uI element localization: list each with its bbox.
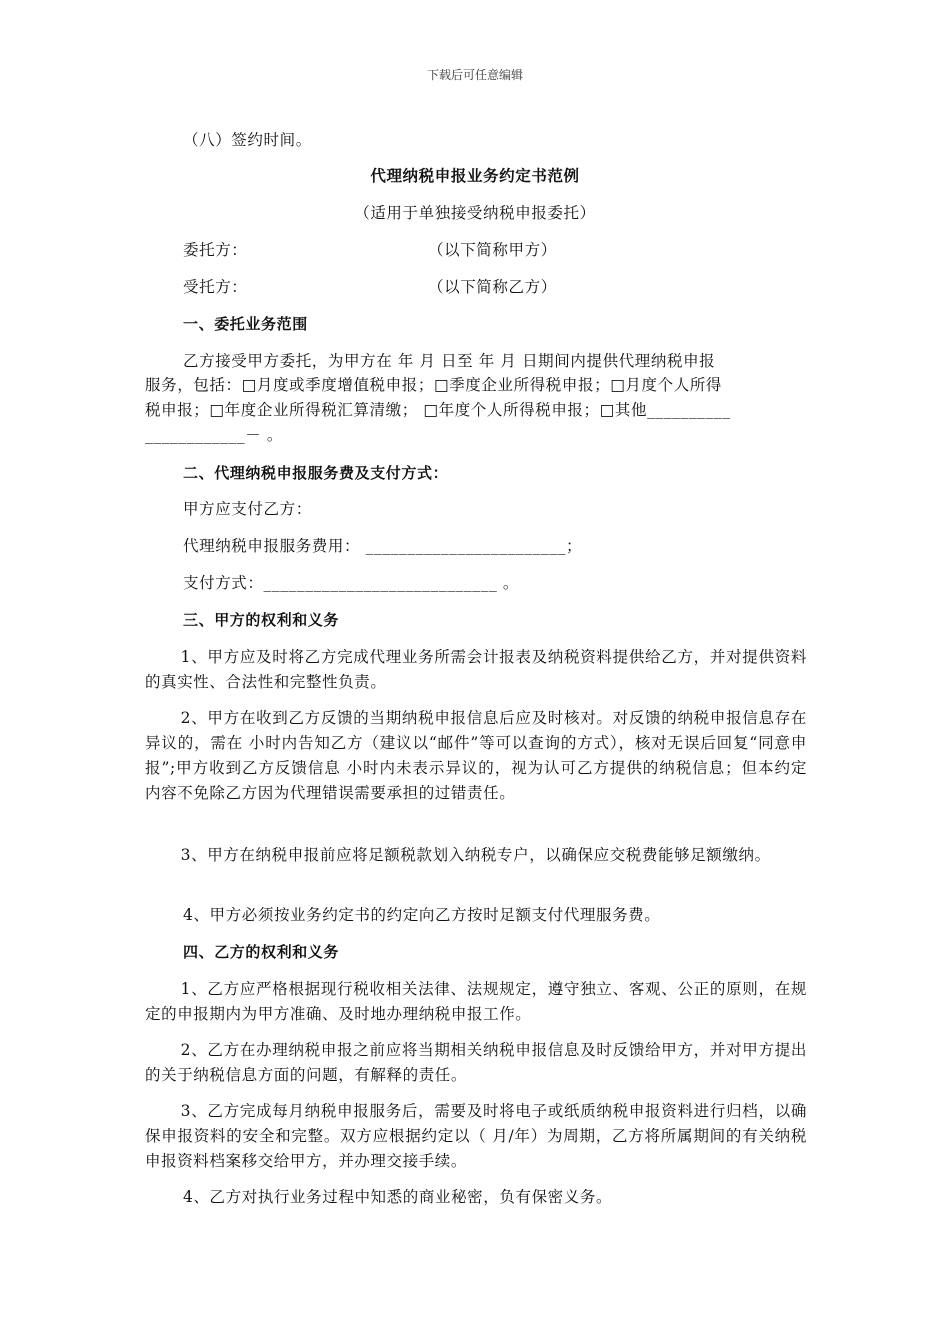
section4-item2: 2、乙方在办理纳税申报之前应将当期相关纳税申报信息及时反馈给甲方，并对甲方提出的关于纳税信息方面的问题，有解释的责任。	[145, 1041, 807, 1084]
client-note: （以下简称甲方）	[428, 241, 557, 259]
previous-item: （八）签约时间。	[183, 131, 312, 149]
section2-fee-line: 代理纳税申报服务费用： ________________________；	[183, 537, 583, 555]
section1-line2: 服务，包括：□月度或季度增值税申报；□季度企业所得税申报；□月度个人所得	[145, 376, 723, 394]
section4-item1: 1、乙方应严格根据现行税收相关法律、法规规定，遵守独立、客观、公正的原则，在规定的申报期内为甲方准确、及时地办理纳税申报工作。	[145, 980, 807, 1023]
section4-item4: 4、乙方对执行业务过程中知悉的商业秘密，负有保密义务。	[183, 1188, 613, 1206]
section1-heading: 一、委托业务范围	[183, 315, 308, 333]
section1-line4: ____________－ 。	[145, 426, 283, 444]
section4-item3: 3、乙方完成每月纳税申报服务后，需要及时将电子或纸质纳税申报资料进行归档，以确保申报资料的安全和完整。双方应根据约定以（ 月/年）为周期，乙方将所属期间的有关纳税申报资料档案移交给甲方，并办理交接手续。	[145, 1102, 807, 1170]
section2-line1: 甲方应支付乙方：	[183, 500, 312, 518]
header-note: 下载后可任意编辑	[426, 68, 523, 82]
client-label: 委托方：	[183, 241, 248, 259]
agent-label: 受托方：	[183, 278, 248, 296]
section3-item4: 4、甲方必须按业务约定书的约定向乙方按时足额支付代理服务费。	[183, 906, 661, 924]
agent-note: （以下简称乙方）	[428, 278, 557, 296]
section4-heading: 四、乙方的权利和义务	[183, 943, 340, 961]
section2-payment-line: 支付方式：____________________________ 。	[183, 574, 519, 592]
section1-line1: 乙方接受甲方委托，为甲方在 年 月 日至 年 月 日期间内提供代理纳税申报	[183, 352, 716, 370]
section3-item2: 2、甲方在收到乙方反馈的当期纳税申报信息后应及时核对。对反馈的纳税申报信息存在异议的，需在 小时内告知乙方（建议以“邮件”等可以查询的方式），核对无误后回复“同意申报”;甲方收到乙方反馈信息 小时内未表示异议的，视为认可乙方提供的纳税信息；但本约定内容不免除乙方因为代理错误需要承担的过错责任。	[145, 709, 807, 802]
section1-line3: 税申报；□年度企业所得税汇算清缴； □年度个人所得税申报；□其他__________	[145, 401, 731, 419]
section3-heading: 三、甲方的权利和义务	[183, 611, 340, 629]
document-title: 代理纳税申报业务约定书范例	[370, 167, 580, 185]
section2-heading: 二、代理纳税申报服务费及支付方式：	[183, 464, 449, 482]
section3-item3: 3、甲方在纳税申报前应将足额税款划入纳税专户，以确保应交税费能够足额缴纳。	[180, 846, 771, 864]
section3-item1: 1、甲方应及时将乙方完成代理业务所需会计报表及纳税资料提供给乙方，并对提供资料的真实性、合法性和完整性负责。	[145, 648, 807, 691]
document-subtitle: （适用于单独接受纳税申报委托）	[354, 204, 596, 222]
